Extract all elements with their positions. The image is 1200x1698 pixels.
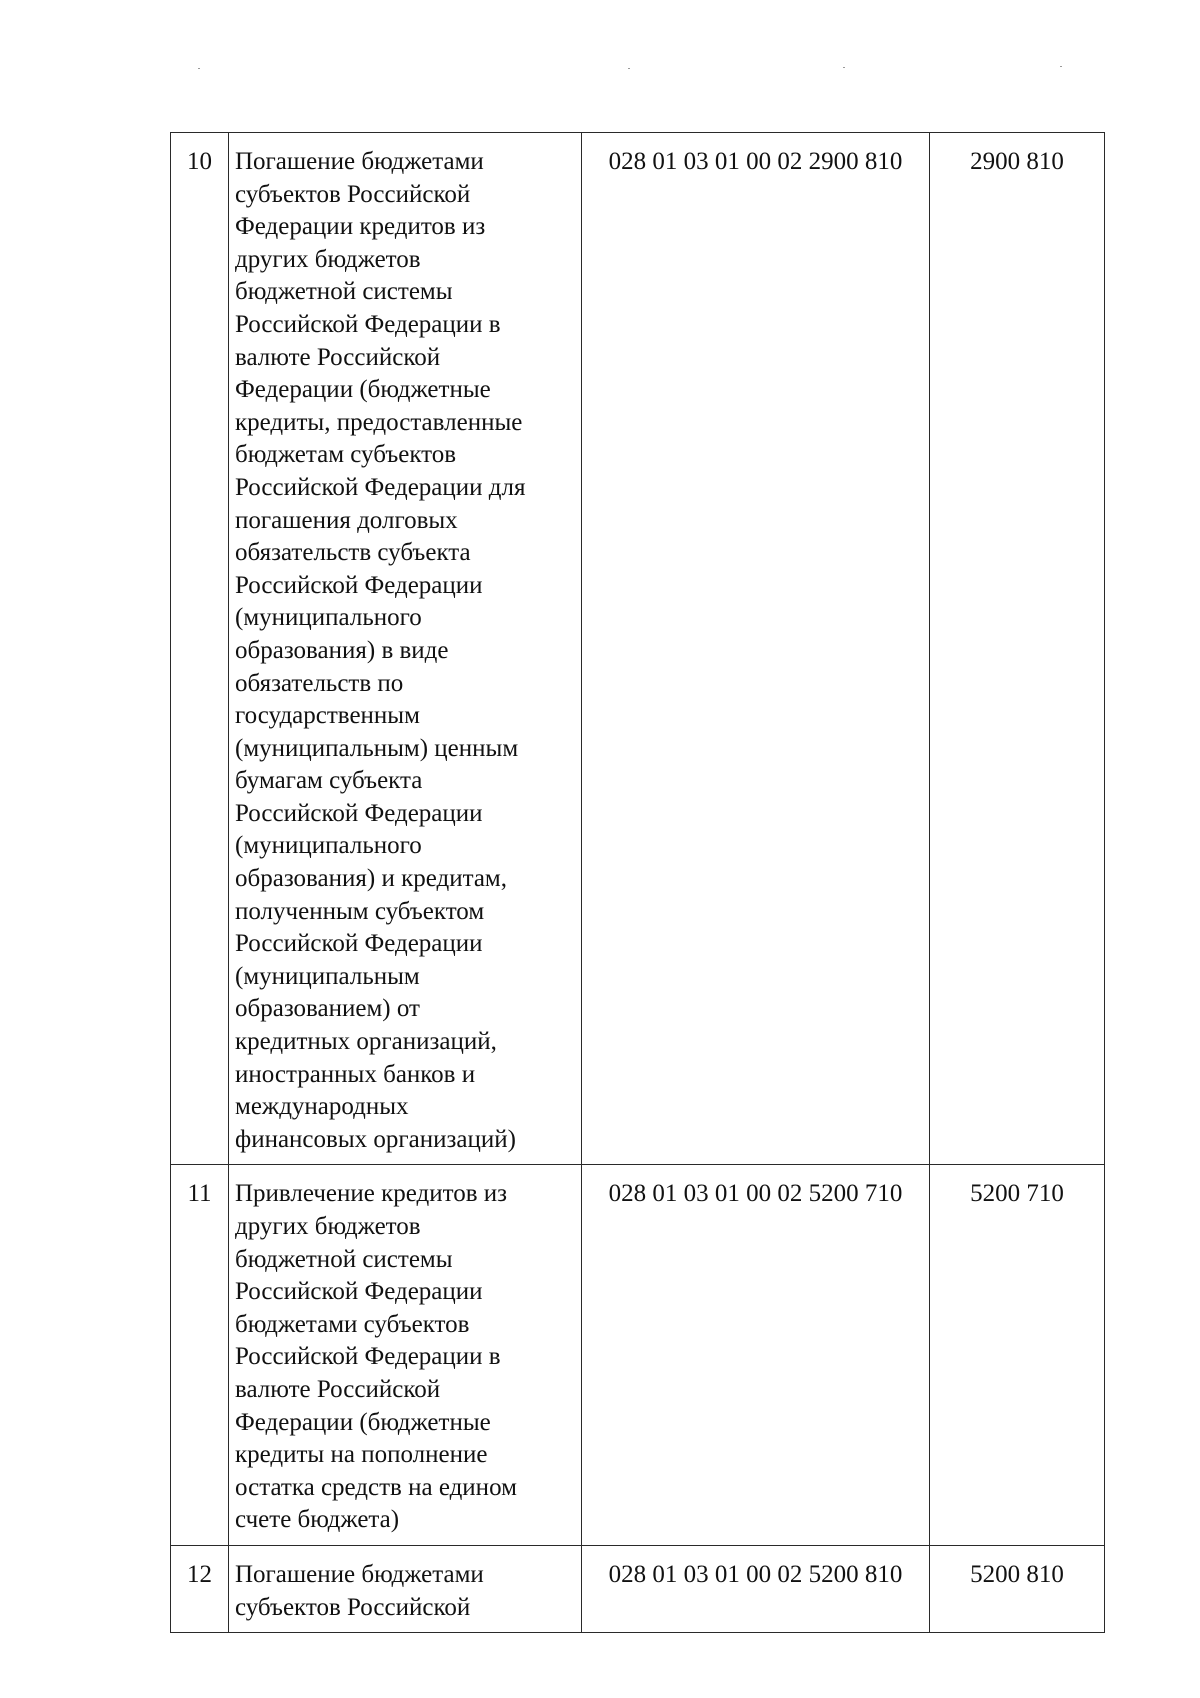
row-number: 10 (187, 148, 212, 175)
amount-cell (930, 1165, 1105, 1546)
amount-cell (930, 133, 1105, 1165)
scan-speck (843, 67, 845, 68)
description-cell (229, 133, 582, 1165)
budget-classification-code: 028 01 03 01 00 02 5200 810 (608, 1560, 903, 1588)
budget-classification-code: 028 01 03 01 00 02 5200 710 (608, 1180, 903, 1208)
table-row (171, 1545, 1105, 1632)
amount-cell (930, 1545, 1105, 1632)
row-number-cell (171, 1545, 229, 1632)
budget-table-container (170, 132, 1105, 1633)
description-cell (229, 1165, 582, 1546)
budget-code-cell (582, 1165, 930, 1546)
scan-speck (628, 68, 630, 69)
row-number-cell (171, 133, 229, 1165)
row-description: Привлечение кредитов из других бюджетов бюджетной системы Российской Федерации бюджетами субъектов Российской Федерации в валюте Российской Федерации (бюджетные кредиты на пополнение остатка средств на едином счете бюджета) (235, 1180, 517, 1534)
scan-speck (1060, 66, 1062, 67)
row-number-cell (171, 1165, 229, 1546)
scan-speck (198, 68, 200, 69)
budget-code-cell (582, 1545, 930, 1632)
row-description: Погашение бюджетами субъектов Российской Федерации кредитов из других бюджетов бюджетной системы Российской Федерации в валюте Российской Федерации (бюджетные кредиты, предоставленные бюджетам субъектов Российской Федерации для погашения долговых обязательств субъекта Российской Федерации (муниципального образования) в виде обязательств по государственным (муниципальным) ценным бумагам субъекта Российской Федерации (муниципального образования) и кредитам, полученным субъектом Российской Федерации (муниципальным образованием) от кредитных организаций, иностранных банков и международных финансовых организаций) (235, 148, 526, 1153)
budget-classification-code: 028 01 03 01 00 02 2900 810 (608, 148, 903, 175)
table-row (171, 1165, 1105, 1546)
row-amount: 5200 710 (970, 1180, 1064, 1208)
budget-sources-table (170, 132, 1105, 1633)
description-cell (229, 1545, 582, 1632)
row-description: Погашение бюджетами субъектов Российской (235, 1560, 484, 1621)
budget-code-cell (582, 133, 930, 1165)
row-amount: 2900 810 (970, 148, 1064, 175)
row-amount: 5200 810 (970, 1560, 1064, 1588)
row-number: 11 (187, 1180, 212, 1208)
table-row (171, 133, 1105, 1165)
row-number: 12 (187, 1560, 212, 1588)
